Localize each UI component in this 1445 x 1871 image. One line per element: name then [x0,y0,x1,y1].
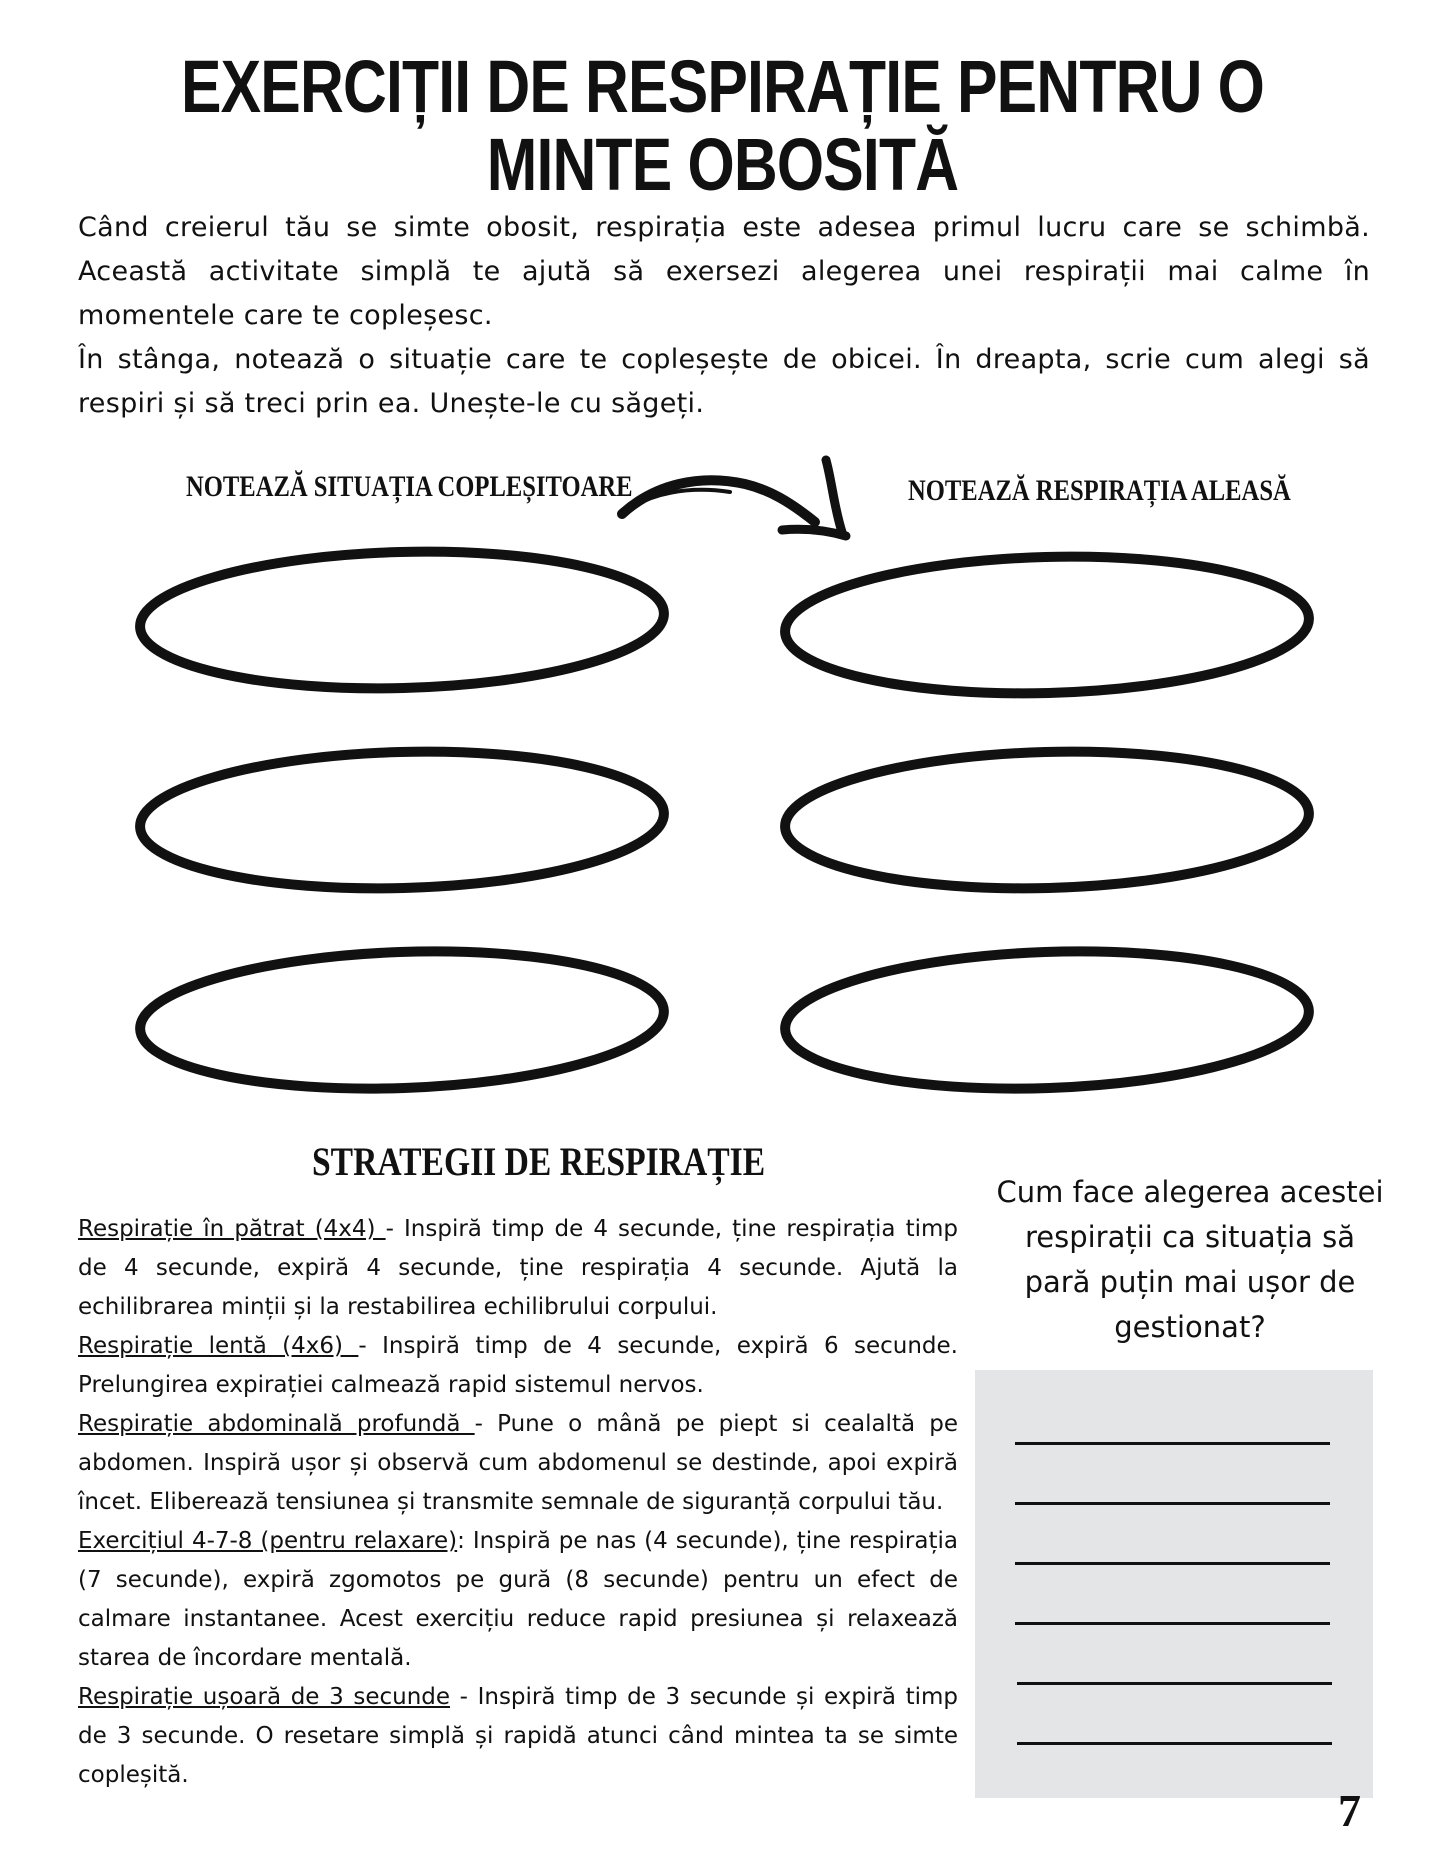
strategy-name: Exercițiul 4-7-8 (pentru relaxare) [78,1528,458,1554]
strategy-description: - Inspiră timp de 4 secunde, ține respirația timp de 4 secunde, expiră 4 secunde, ține respirația 4 secunde. Ajută la echilibrarea minții și la restabilirea echilibrului corpului. [78,1216,959,1320]
answer-line-3[interactable] [1015,1562,1330,1565]
curved-arrow-icon [610,452,855,542]
answer-line-6[interactable] [1017,1742,1332,1745]
answer-line-2[interactable] [1015,1502,1330,1505]
strategies-list [78,1210,958,1795]
breathing-oval-1[interactable] [775,545,1320,705]
strategy-item [78,1678,958,1795]
answer-line-1[interactable] [1015,1442,1330,1445]
strategy-description: - Pune o mână pe piept si cealaltă pe abdomen. Inspiră ușor și observă cum abdomenul se destinde, apoi expiră încet. Eliberează tensiunea și transmite semnale de siguranță corpului tău. [78,1411,958,1515]
left-column-label: NOTEAZĂ SITUAȚIA COPLEȘITOARE [186,470,633,503]
strategy-name: Respirație în pătrat (4x4) [78,1216,386,1242]
reflection-question: Cum face alegerea acestei respirații ca situația să pară puțin mai ușor de gestionat? [996,1175,1384,1344]
strategy-item [78,1210,958,1327]
page-number: 7 [1338,1785,1361,1836]
strategy-name: Respirație abdominală profundă [78,1411,475,1437]
strategies-title: STRATEGII DE RESPIRAȚIE [312,1139,766,1184]
strategy-description: - Inspiră timp de 4 secunde, expiră 6 secunde. Prelungirea expirației calmează rapid sistemul nervos. [78,1333,958,1398]
answer-box[interactable] [975,1370,1373,1798]
situation-oval-1[interactable] [130,540,675,700]
breathing-oval-3[interactable] [775,940,1320,1100]
answer-line-4[interactable] [1015,1622,1330,1625]
answer-line-5[interactable] [1017,1682,1332,1685]
strategy-name: Respirație ușoară de 3 secunde [78,1684,451,1710]
intro-paragraph-1: Când creierul tău se simte obosit, respirația este adesea primul lucru care se schimbă. Această activitate simplă te ajută să exersezi alegerea unei respirații mai calme în momentele care te copleșesc. [78,212,1370,331]
strategy-description: - Inspiră timp de 3 secunde și expiră timp de 3 secunde. O resetare simplă și rapidă atunci când mintea ta se simte copleșită. [78,1684,958,1788]
strategy-item [78,1522,958,1678]
strategy-description: : Inspiră pe nas (4 secunde), ține respirația (7 secunde), expiră zgomotos pe gură (8 secunde) pentru un efect de calmare instantanee. Acest exercițiu reduce rapid presiunea și relaxează starea de încordare mentală. [78,1528,958,1671]
intro-text [78,206,1370,426]
situation-oval-2[interactable] [130,740,675,900]
right-column-label: NOTEAZĂ RESPIRAȚIA ALEASĂ [908,474,1291,507]
strategy-item [78,1327,958,1405]
breathing-oval-2[interactable] [775,740,1320,900]
situation-oval-3[interactable] [130,940,675,1100]
page-title: EXERCIȚII DE RESPIRAȚIE PENTRU O MINTE OBOSITĂ [180,45,1265,206]
strategy-item [78,1405,958,1522]
intro-paragraph-2: În stânga, notează o situație care te copleșește de obicei. În dreapta, scrie cum alegi să respiri și să treci prin ea. Unește-le cu săgeți. [78,344,1370,419]
strategy-name: Respirație lentă (4x6) [78,1333,359,1359]
